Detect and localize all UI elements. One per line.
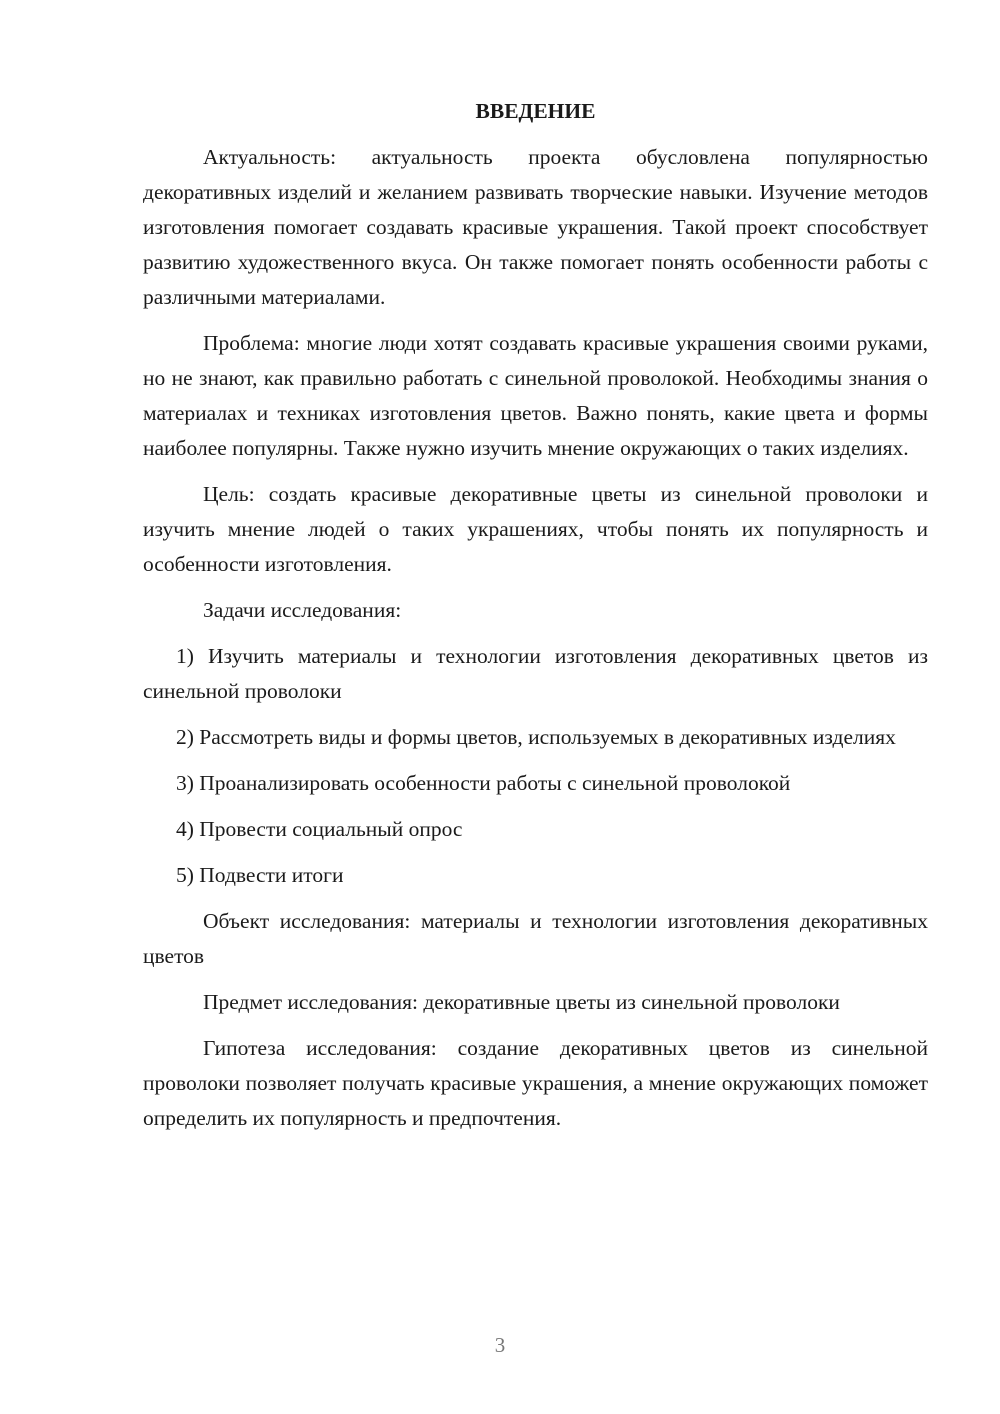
paragraph-hypothesis: Гипотеза исследования: создание декоративных цветов из синельной проволоки позволяет получать красивые украшения, а мнение окружающих поможет определить их популярность и предпочтения. bbox=[143, 1036, 928, 1130]
paragraph-goal: Цель: создать красивые декоративные цветы из синельной проволоки и изучить мнение людей о таких украшениях, чтобы понять их популярность и особенности изготовления. bbox=[143, 482, 928, 576]
paragraph-problem: Проблема: многие люди хотят создавать красивые украшения своими руками, но не знают, как правильно работать с синельной проволокой. Необходимы знания о материалах и техниках изготовления цветов. Важно понять, какие цвета и формы наиболее популярны. Также нужно изучить мнение окружающих о таких изделиях. bbox=[143, 331, 928, 460]
task-item-3: 3) Проанализировать особенности работы с синельной проволокой bbox=[176, 771, 791, 795]
paragraph-object: Объект исследования: материалы и технологии изготовления декоративных цветов bbox=[143, 909, 928, 968]
task-item-4: 4) Провести социальный опрос bbox=[176, 817, 463, 841]
task-item-1: 1) Изучить материалы и технологии изготовления декоративных цветов из синельной проволоки bbox=[143, 644, 928, 703]
task-item-5: 5) Подвести итоги bbox=[176, 863, 344, 887]
document-page bbox=[143, 94, 928, 1147]
tasks-heading: Задачи исследования: bbox=[203, 598, 402, 622]
page-number: 3 bbox=[494, 1333, 506, 1357]
paragraph-relevance: Актуальность: актуальность проекта обусловлена популярностью декоративных изделий и желанием развивать творческие навыки. Изучение методов изготовления помогает создавать красивые украшения. Такой проект способствует развитию художественного вкуса. Он также помогает понять особенности работы с различными материалами. bbox=[143, 145, 928, 309]
section-title: ВВЕДЕНИЕ bbox=[475, 99, 596, 123]
task-item-2: 2) Рассмотреть виды и формы цветов, используемых в декоративных изделиях bbox=[176, 725, 896, 749]
paragraph-subject: Предмет исследования: декоративные цветы из синельной проволоки bbox=[203, 990, 840, 1014]
